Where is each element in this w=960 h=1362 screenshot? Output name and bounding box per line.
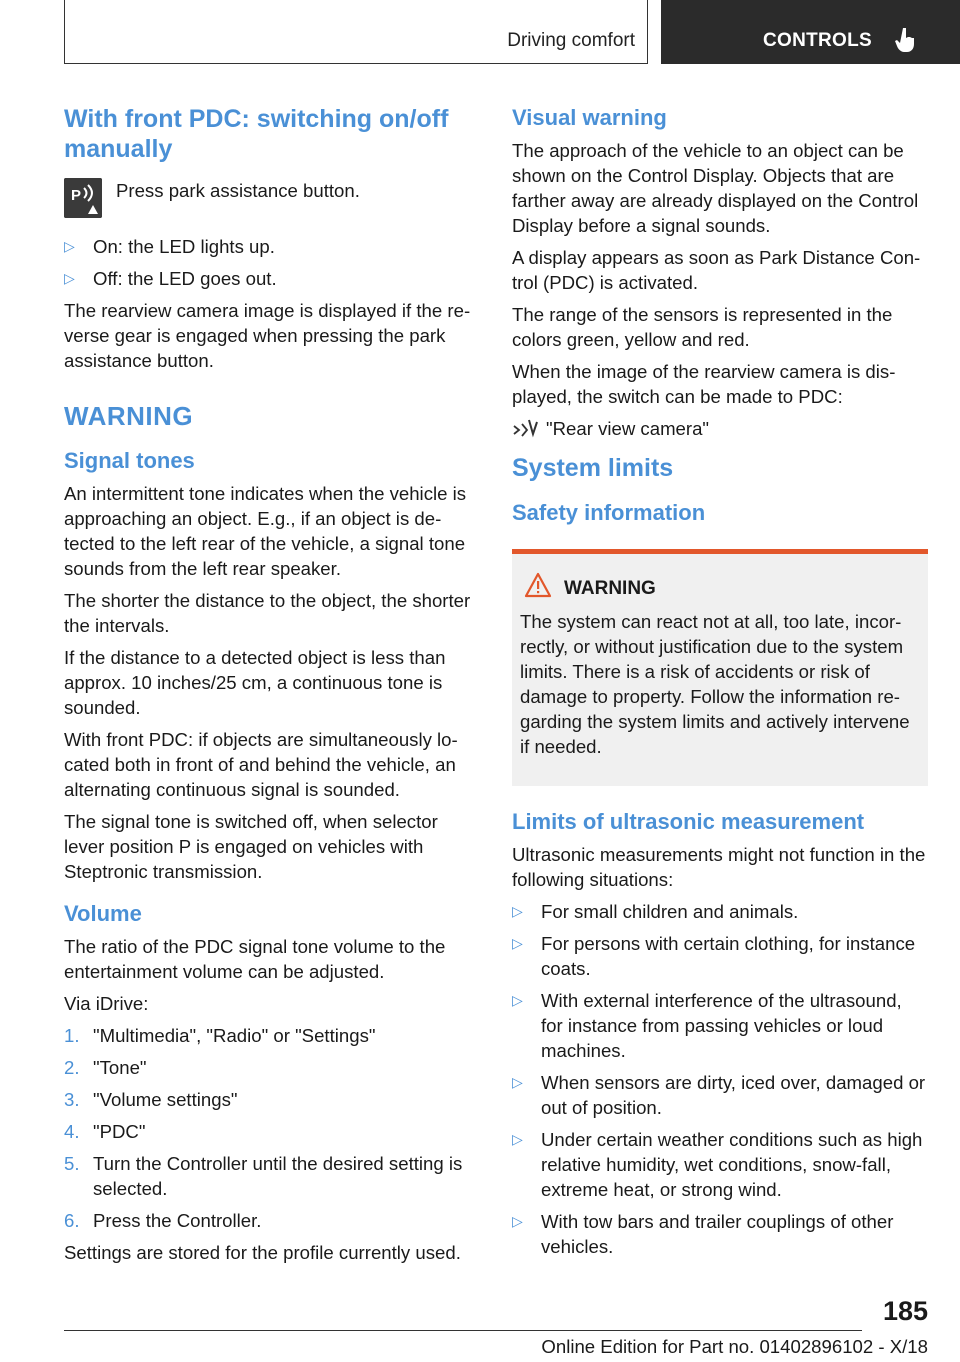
paragraph: The ratio of the PDC signal tone volume to the entertainment volume can be adjusted. bbox=[64, 936, 446, 982]
left-column bbox=[64, 100, 480, 1272]
chapter-title: CONTROLS bbox=[763, 30, 873, 51]
right-column bbox=[512, 100, 928, 1266]
svg-text:P: P bbox=[71, 187, 82, 204]
rearview-paragraph: The rearview camera image is displayed if the re-verse gear is engaged when pressing the park assistance button. bbox=[64, 300, 471, 371]
list-item: 4. "PDC" bbox=[64, 1121, 146, 1142]
footer-divider bbox=[64, 1330, 862, 1331]
paragraph: When the image of the rearview camera is dis-played, the switch can be made to PDC: bbox=[512, 361, 896, 407]
visual-warning-heading: Visual warning bbox=[512, 105, 667, 130]
pdc-button-icon bbox=[64, 178, 102, 218]
bullet-triangle-icon: ▷ bbox=[512, 1131, 523, 1147]
rear-view-camera-line bbox=[512, 416, 928, 441]
paragraph: The signal tone is switched off, when selector lever position P is engaged on vehicles with Steptronic transmission. bbox=[64, 811, 438, 882]
ultrasonic-list bbox=[512, 899, 928, 1259]
rear-view-camera-icon bbox=[512, 418, 538, 438]
list-item: 1. "Multimedia", "Radio" or "Settings" bbox=[64, 1025, 376, 1046]
edition-text: Online Edition for Part no. 01402896102 - X/18 bbox=[541, 1336, 928, 1357]
park-assist-text: Press park assistance button. bbox=[116, 180, 360, 201]
list-item: 6. Press the Controller. bbox=[64, 1210, 262, 1231]
header-section-box bbox=[64, 0, 648, 64]
bullet-triangle-icon: ▷ bbox=[512, 1213, 523, 1229]
list-item: ▷ Off: the LED goes out. bbox=[64, 268, 277, 289]
paragraph: An intermittent tone indicates when the vehicle is approaching an object. E.g., if an object is de-tected to the left rear of the vehicle, a signal tone sounds from the left rear speaker. bbox=[64, 483, 467, 579]
bullet-triangle-icon: ▷ bbox=[512, 1074, 523, 1090]
hand-pointer-icon bbox=[895, 26, 919, 54]
bullet-triangle-icon: ▷ bbox=[512, 903, 523, 919]
paragraph: A display appears as soon as Park Distance Con-trol (PDC) is activated. bbox=[512, 247, 921, 293]
list-item: ▷ For small children and animals. bbox=[512, 901, 799, 922]
bullet-triangle-icon: ▷ bbox=[512, 935, 523, 951]
bullet-triangle-icon: ▷ bbox=[64, 270, 75, 286]
signal-tones-heading: Signal tones bbox=[64, 448, 195, 473]
paragraph: The approach of the vehicle to an object can be shown on the Control Display. Objects that are farther away are already displayed on the Control Display before a signal sounds. bbox=[512, 140, 919, 236]
ultrasonic-heading: Limits of ultrasonic measurement bbox=[512, 809, 865, 834]
system-limits-heading: System limits bbox=[512, 454, 674, 482]
paragraph: The range of the sensors is represented in the colors green, yellow and red. bbox=[512, 304, 893, 350]
heading-front-pdc: With front PDC: switching on/off manually bbox=[64, 105, 449, 163]
paragraph: Ultrasonic measurements might not function in the following situations: bbox=[512, 844, 926, 890]
bullet-triangle-icon: ▷ bbox=[64, 238, 75, 254]
list-item: 5. Turn the Controller until the desired setting is selected. bbox=[64, 1153, 463, 1199]
safety-information-heading: Safety information bbox=[512, 500, 706, 525]
header-chapter-box bbox=[661, 0, 960, 64]
section-title: Driving comfort bbox=[507, 30, 635, 51]
steps-list bbox=[64, 1023, 480, 1233]
settings-paragraph: Settings are stored for the profile currently used. bbox=[64, 1242, 461, 1263]
list-item: 3. "Volume settings" bbox=[64, 1089, 238, 1110]
warning-box bbox=[512, 549, 928, 786]
warning-heading: WARNING bbox=[64, 401, 194, 431]
warning-box-text: The system can react not at all, too late, incor-rectly, or without justification due to the system limits. There is a risk of accidents or risk of damage to property. Follow the information re-garding the system limits and actively intervene if needed. bbox=[520, 611, 910, 757]
list-item: ▷ When sensors are dirty, iced over, damaged or out of position. bbox=[512, 1072, 926, 1118]
park-assist-instruction bbox=[64, 178, 480, 222]
via-idrive: Via iDrive: bbox=[64, 993, 149, 1014]
volume-heading: Volume bbox=[64, 901, 142, 926]
page-number: 185 bbox=[882, 1296, 928, 1326]
onoff-list bbox=[64, 234, 480, 291]
list-item: ▷ Under certain weather conditions such as high relative humidity, wet conditions, snow-fall, extreme heat, or strong wind. bbox=[512, 1129, 923, 1200]
list-item: ▷ For persons with certain clothing, for instance coats. bbox=[512, 933, 916, 979]
list-item: ▷ With tow bars and trailer couplings of other vehicles. bbox=[512, 1211, 894, 1257]
warning-triangle-icon bbox=[524, 572, 552, 598]
paragraph: The shorter the distance to the object, the shorter the intervals. bbox=[64, 590, 471, 636]
list-item: 2. "Tone" bbox=[64, 1057, 147, 1078]
warning-box-title-row bbox=[520, 576, 920, 601]
warning-box-title: WARNING bbox=[564, 578, 656, 599]
rear-view-camera-text: "Rear view camera" bbox=[546, 418, 710, 439]
paragraph: With front PDC: if objects are simultaneously lo-cated both in front of and behind the vehicle, an alternating continuous signal is sounded. bbox=[64, 729, 458, 800]
paragraph: If the distance to a detected object is less than approx. 10 inches/25 cm, a continuous tone is sounded. bbox=[64, 647, 446, 718]
list-item: ▷ With external interference of the ultrasound, for instance from passing vehicles or loud machines. bbox=[512, 990, 902, 1061]
list-item: ▷ On: the LED lights up. bbox=[64, 236, 275, 257]
bullet-triangle-icon: ▷ bbox=[512, 992, 523, 1008]
